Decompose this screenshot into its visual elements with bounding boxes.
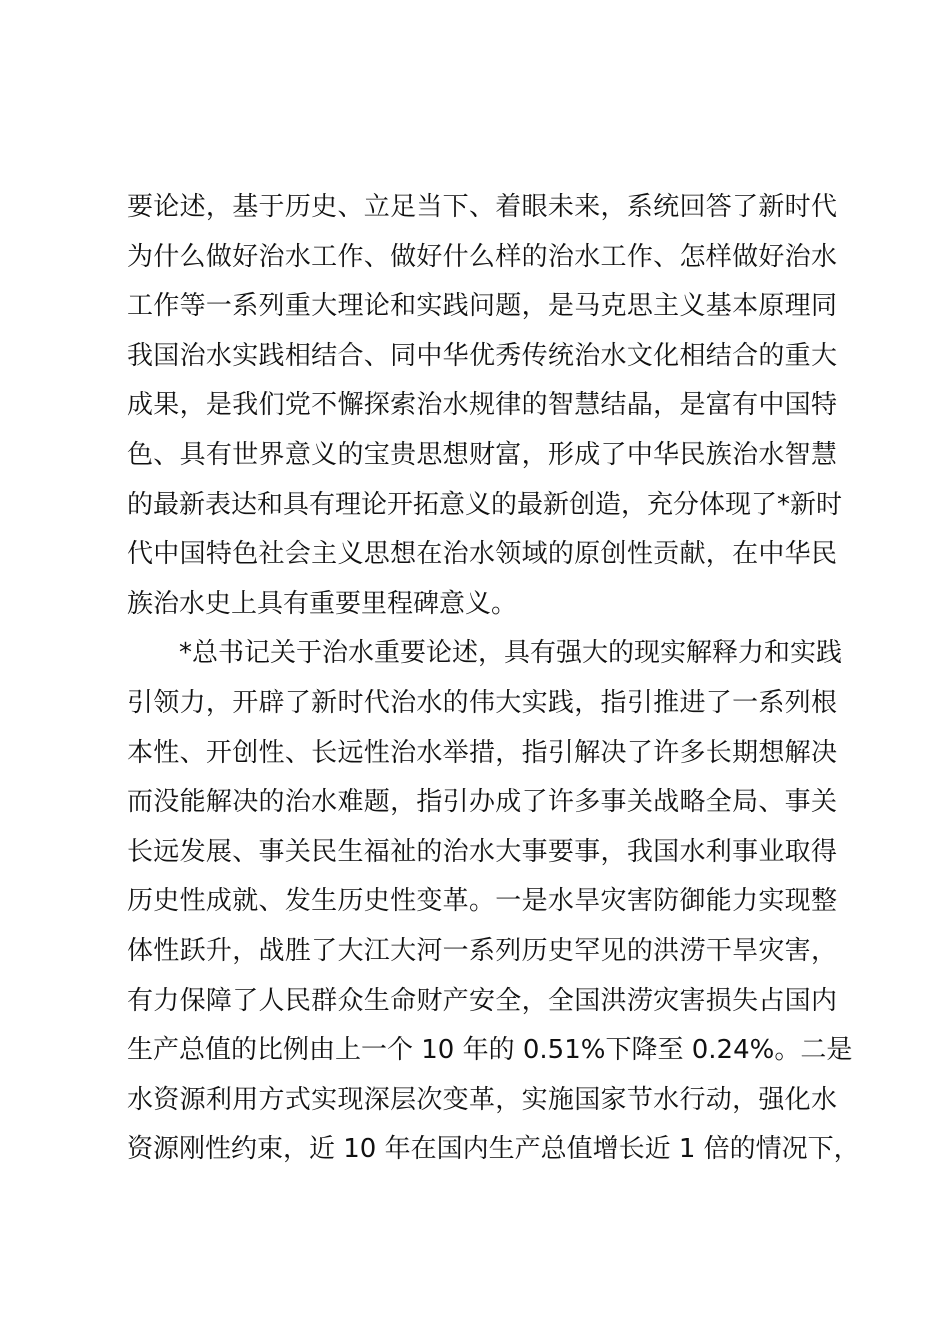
paragraph-end-line: 族治水史上具有重要里程碑意义。 bbox=[127, 588, 518, 619]
text-line: 而没能解决的治水难题，指引办成了许多事关战略全局、事关 bbox=[127, 787, 837, 818]
text-line: 色、具有世界意义的宝贵思想财富，形成了中华民族治水智慧 bbox=[127, 439, 837, 470]
text-line: 生产总值的比例由上一个 10 年的 0.51%下降至 0.24%。二是 bbox=[127, 1035, 853, 1066]
text-line: 水资源利用方式实现深层次变革，实施国家节水行动，强化水 bbox=[127, 1084, 837, 1115]
text-line: 有力保障了人民群众生命财产安全，全国洪涝灾害损失占国内 bbox=[127, 985, 837, 1016]
paragraph-first-line: *总书记关于治水重要论述，具有强大的现实解释力和实践 bbox=[179, 638, 843, 669]
text-line: 长远发展、事关民生福祉的治水大事要事，我国水利事业取得 bbox=[127, 836, 837, 867]
text-line: 资源刚性约束，近 10 年在国内生产总值增长近 1 倍的情况下， bbox=[127, 1134, 860, 1165]
text-line: 体性跃升，战胜了大江大河一系列历史罕见的洪涝干旱灾害， bbox=[127, 935, 837, 966]
text-line: 要论述，基于历史、立足当下、着眼未来，系统回答了新时代 bbox=[127, 192, 837, 222]
text-line: 为什么做好治水工作、做好什么样的治水工作、怎样做好治水 bbox=[127, 241, 837, 272]
text-line: 我国治水实践相结合、同中华优秀传统治水文化相结合的重大 bbox=[127, 340, 837, 371]
text-line: 的最新表达和具有理论开拓意义的最新创造，充分体现了*新时 bbox=[127, 489, 843, 520]
text-line: 本性、开创性、长远性治水举措，指引解决了许多长期想解决 bbox=[127, 737, 837, 768]
body-text bbox=[127, 183, 860, 1175]
text-line: 代中国特色社会主义思想在治水领域的原创性贡献，在中华民 bbox=[127, 539, 837, 570]
text-line: 工作等一系列重大理论和实践问题，是马克思主义基本原理同 bbox=[127, 291, 837, 322]
text-line: 成果，是我们党不懈探索治水规律的智慧结晶，是富有中国特 bbox=[127, 390, 837, 421]
text-line: 历史性成就、发生历史性变革。一是水旱灾害防御能力实现整 bbox=[127, 886, 837, 917]
text-line: 引领力，开辟了新时代治水的伟大实践，指引推进了一系列根 bbox=[127, 687, 837, 718]
